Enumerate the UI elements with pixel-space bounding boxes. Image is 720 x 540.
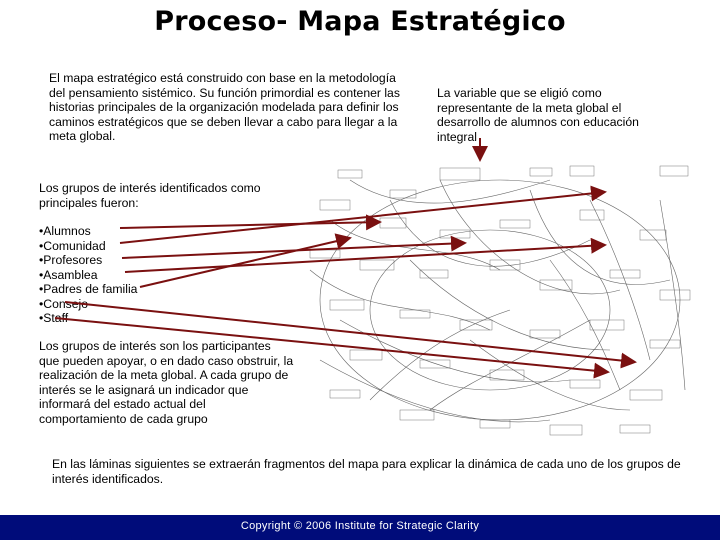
group-item: • Consejo xyxy=(39,297,169,312)
next-slides-note: En las láminas siguientes se extraerán fragmentos del mapa para explicar la dinámica de cada uno de los grupos de interés identificados. xyxy=(52,457,681,486)
group-item: • Profesores xyxy=(39,253,169,268)
variable-note: La variable que se eligió como representante de la meta global el desarrollo de alumnos con educación integral xyxy=(437,86,639,144)
footer-bar xyxy=(0,515,720,540)
copyright-text: Copyright © 2006 Institute for Strategic Clarity xyxy=(240,520,480,532)
group-item: • Staff xyxy=(39,311,169,326)
group-item: • Comunidad xyxy=(39,239,169,254)
intro-paragraph: El mapa estratégico está construido con base en la metodología del pensamiento sistémico. Su función primordial es contener las historias principales de la organización modelada para definir los caminos estratégicos que se deben llevar a cabo para llegar a la meta global. xyxy=(49,71,400,143)
participants-paragraph: Los grupos de interés son los participantes que pueden apoyar, o en dado caso obstruir, la realización de la meta global. A cada grupo de interés se le asignará un indicador que informará del estado actual del comportamiento de cada grupo xyxy=(39,339,294,426)
group-item: • Alumnos xyxy=(39,224,169,239)
group-item: • Padres de familia xyxy=(39,282,169,297)
strategic-map-diagram xyxy=(290,160,710,450)
groups-title: Los grupos de interés identificados como principales fueron: xyxy=(39,181,261,210)
slide-title: Proceso- Mapa Estratégico xyxy=(154,6,566,37)
group-item: • Asamblea xyxy=(39,268,169,283)
groups-list xyxy=(39,224,169,326)
